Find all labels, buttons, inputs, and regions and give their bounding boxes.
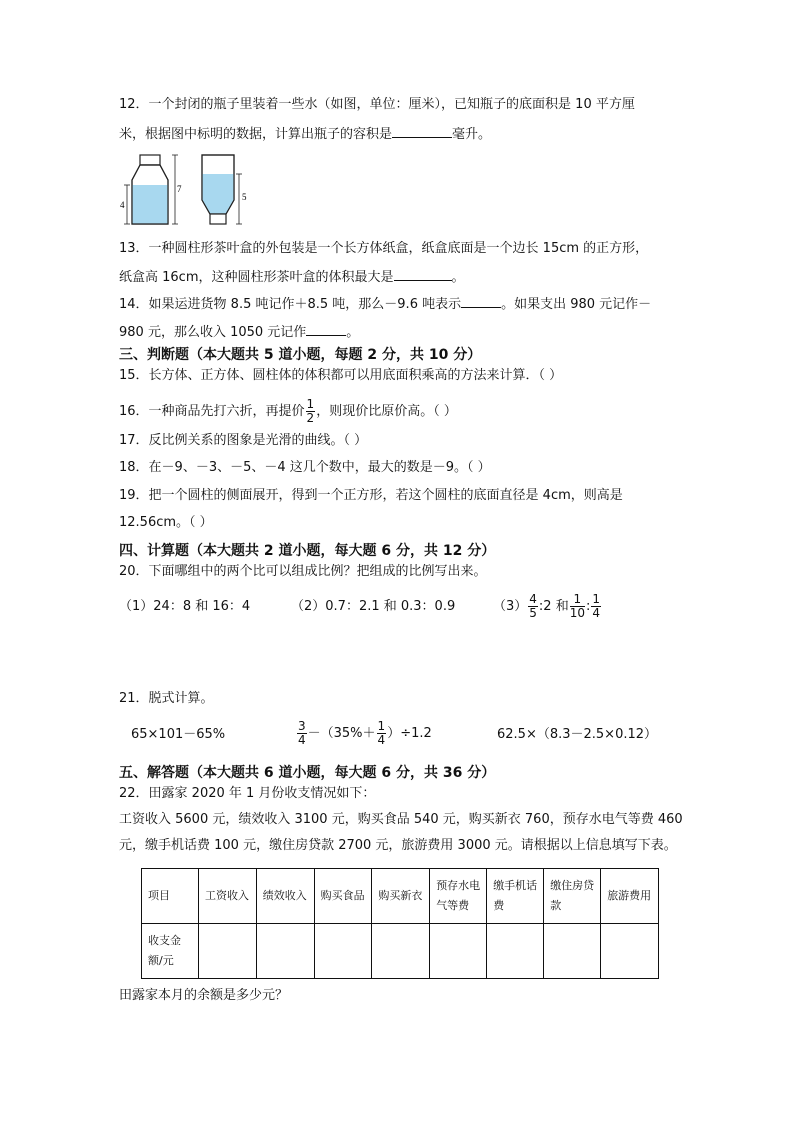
q20-p3-mid1: :2 和	[538, 599, 569, 614]
q18-text: 18．在－9、－3、－5、－4 这几个数中，最大的数是－9。（ ）	[119, 460, 491, 475]
q14-line2	[119, 322, 359, 342]
q14-line1-post: 。如果支出 980 元记作－	[501, 297, 652, 312]
q15-text: 15．长方体、正方体、圆柱体的体积都可以用底面积乘高的方法来计算．（ ）	[119, 368, 563, 383]
q21-expr3: 62.5×（8.3－2.5×0.12）	[497, 727, 658, 742]
q20-part1: （1）24：8 和 16：4	[119, 599, 251, 614]
table-input-cell[interactable]	[487, 924, 544, 979]
q16-frac-num: 1	[306, 397, 315, 411]
q21-e2-frac2-den: 4	[377, 733, 386, 747]
q21-e2-frac1-den: 4	[298, 733, 306, 747]
q12-line2-post: 毫升。	[452, 127, 492, 142]
q20-part2: （2）0.7：2.1 和 0.3：0.9	[291, 599, 456, 614]
table-input-cell[interactable]	[314, 924, 372, 979]
q14-line2-pre: 980 元，那么收入 1050 元记作	[119, 325, 307, 340]
table-input-cell[interactable]	[199, 924, 257, 979]
table-input-cell[interactable]	[372, 924, 430, 979]
q13-line2-pre: 纸盒高 16cm，这种圆柱形茶叶盒的体积最大是	[119, 270, 394, 285]
q19-line1: 19．把一个圆柱的侧面展开，得到一个正方形，若这个圆柱的底面直径是 4cm，则高是	[119, 488, 623, 503]
q12-answer-blank[interactable]	[392, 124, 452, 138]
q16-post: ，则现价比原价高。（ ）	[316, 404, 457, 419]
q21-e2-frac1-num: 3	[298, 719, 306, 733]
q13-line2	[119, 267, 465, 287]
bottle-figure	[118, 152, 258, 230]
q14-answer-blank-1[interactable]	[461, 294, 501, 308]
q20-text: 20．下面哪组中的两个比可以组成比例？把组成的比例写出来。	[119, 564, 487, 579]
section5-title: 五、解答题（本大题共 6 道小题，每大题 6 分，共 36 分）	[119, 765, 496, 781]
q20-p3-frac3	[591, 593, 601, 620]
q14-line1-pre: 14．如果运进货物 8.5 吨记作＋8.5 吨，那么－9.6 吨表示	[119, 297, 462, 312]
q20-p3-frac1	[528, 593, 538, 620]
q19-line2: 12.56cm。（ ）	[119, 515, 213, 530]
q22-question: 田露家本月的余额是多少元？	[119, 988, 289, 1003]
q22-line3: 元，缴手机话费 100 元，缴住房贷款 2700 元，旅游费用 3000 元。请根据以上信息填写下表。	[119, 838, 677, 853]
q16-frac-den: 2	[306, 411, 315, 425]
q21-e2-frac2-num: 1	[377, 719, 386, 733]
q20-p3-frac2	[570, 593, 585, 620]
table-input-cell[interactable]	[430, 924, 487, 979]
q14-line1	[119, 294, 651, 314]
table-header-cell: 工资收入	[199, 869, 257, 924]
table-header-cell: 购买新衣	[372, 869, 430, 924]
table-header-cell: 预存水电气等费	[430, 869, 487, 924]
table-input-cell[interactable]	[601, 924, 659, 979]
q12-line2-pre: 米，根据图中标明的数据，计算出瓶子的容积是	[119, 127, 393, 142]
q20-p3-label: （3）	[493, 599, 528, 614]
q21-expr1: 65×101－65%	[131, 727, 226, 742]
table-header-cell: 缴住房贷款	[544, 869, 601, 924]
q21-text: 21．脱式计算。	[119, 691, 214, 706]
q16-fraction	[306, 398, 316, 425]
table-row	[142, 924, 659, 979]
q21-expr2	[296, 716, 432, 752]
fig-label-4: 4	[120, 200, 125, 210]
table-row-label: 收支金额/元	[142, 924, 199, 979]
q20-p3-frac2-den: 10	[569, 606, 585, 620]
fig-label-7: 7	[177, 184, 182, 194]
q21-e2-post: ）÷1.2	[387, 726, 432, 741]
q22-line1: 22．田露家 2020 年 1 月份收支情况如下：	[119, 786, 376, 801]
q12-line2	[119, 124, 491, 144]
q13-line2-post: 。	[451, 270, 465, 285]
section4-title: 四、计算题（本大题共 2 道小题，每大题 6 分，共 12 分）	[119, 543, 496, 559]
q20-p3-frac1-num: 4	[529, 592, 537, 606]
table-input-cell[interactable]	[256, 924, 314, 979]
table-header-row	[142, 869, 659, 924]
q17-text: 17．反比例关系的图象是光滑的曲线。（ ）	[119, 433, 368, 448]
q16-text	[119, 398, 457, 425]
q20-p3-frac3-num: 1	[592, 592, 601, 606]
q22-line2: 工资收入 5600 元，绩效收入 3100 元，购买食品 540 元，购买新衣 760，预存水电气等费 460	[119, 812, 683, 827]
q20-p3-mid2: :	[586, 599, 591, 614]
table-header-cell: 购买食品	[314, 869, 372, 924]
table-header-cell: 旅游费用	[601, 869, 659, 924]
q13-answer-blank[interactable]	[394, 267, 452, 281]
q16-pre: 16．一种商品先打六折，再提价	[119, 404, 305, 419]
income-table	[141, 868, 659, 979]
q13-line1: 13．一种圆柱形茶叶盒的外包装是一个长方体纸盒，纸盒底面是一个边长 15cm 的正方形，	[119, 241, 649, 256]
q12-line1: 12．一个封闭的瓶子里装着一些水（如图，单位：厘米），已知瓶子的底面积是 10 平方厘	[119, 97, 635, 112]
q14-answer-blank-2[interactable]	[306, 322, 346, 336]
table-header-cell: 绩效收入	[256, 869, 314, 924]
q21-e2-frac1	[297, 720, 307, 747]
q20-p3-frac3-den: 4	[592, 606, 601, 620]
q20-p3-frac2-num: 1	[570, 593, 585, 607]
section3-title: 三、判断题（本大题共 5 道小题，每题 2 分，共 10 分）	[119, 347, 482, 363]
table-header-cell: 项目	[142, 869, 199, 924]
q14-line2-post: 。	[346, 325, 360, 340]
table-header-cell: 缴手机话费	[487, 869, 544, 924]
table-input-cell[interactable]	[544, 924, 601, 979]
q21-e2-frac2	[377, 720, 387, 747]
fig-label-5: 5	[242, 192, 247, 202]
q20-p3-frac1-den: 5	[529, 606, 537, 620]
q20-part3	[493, 589, 602, 625]
q21-e2-mid: －（35%＋	[307, 726, 376, 741]
